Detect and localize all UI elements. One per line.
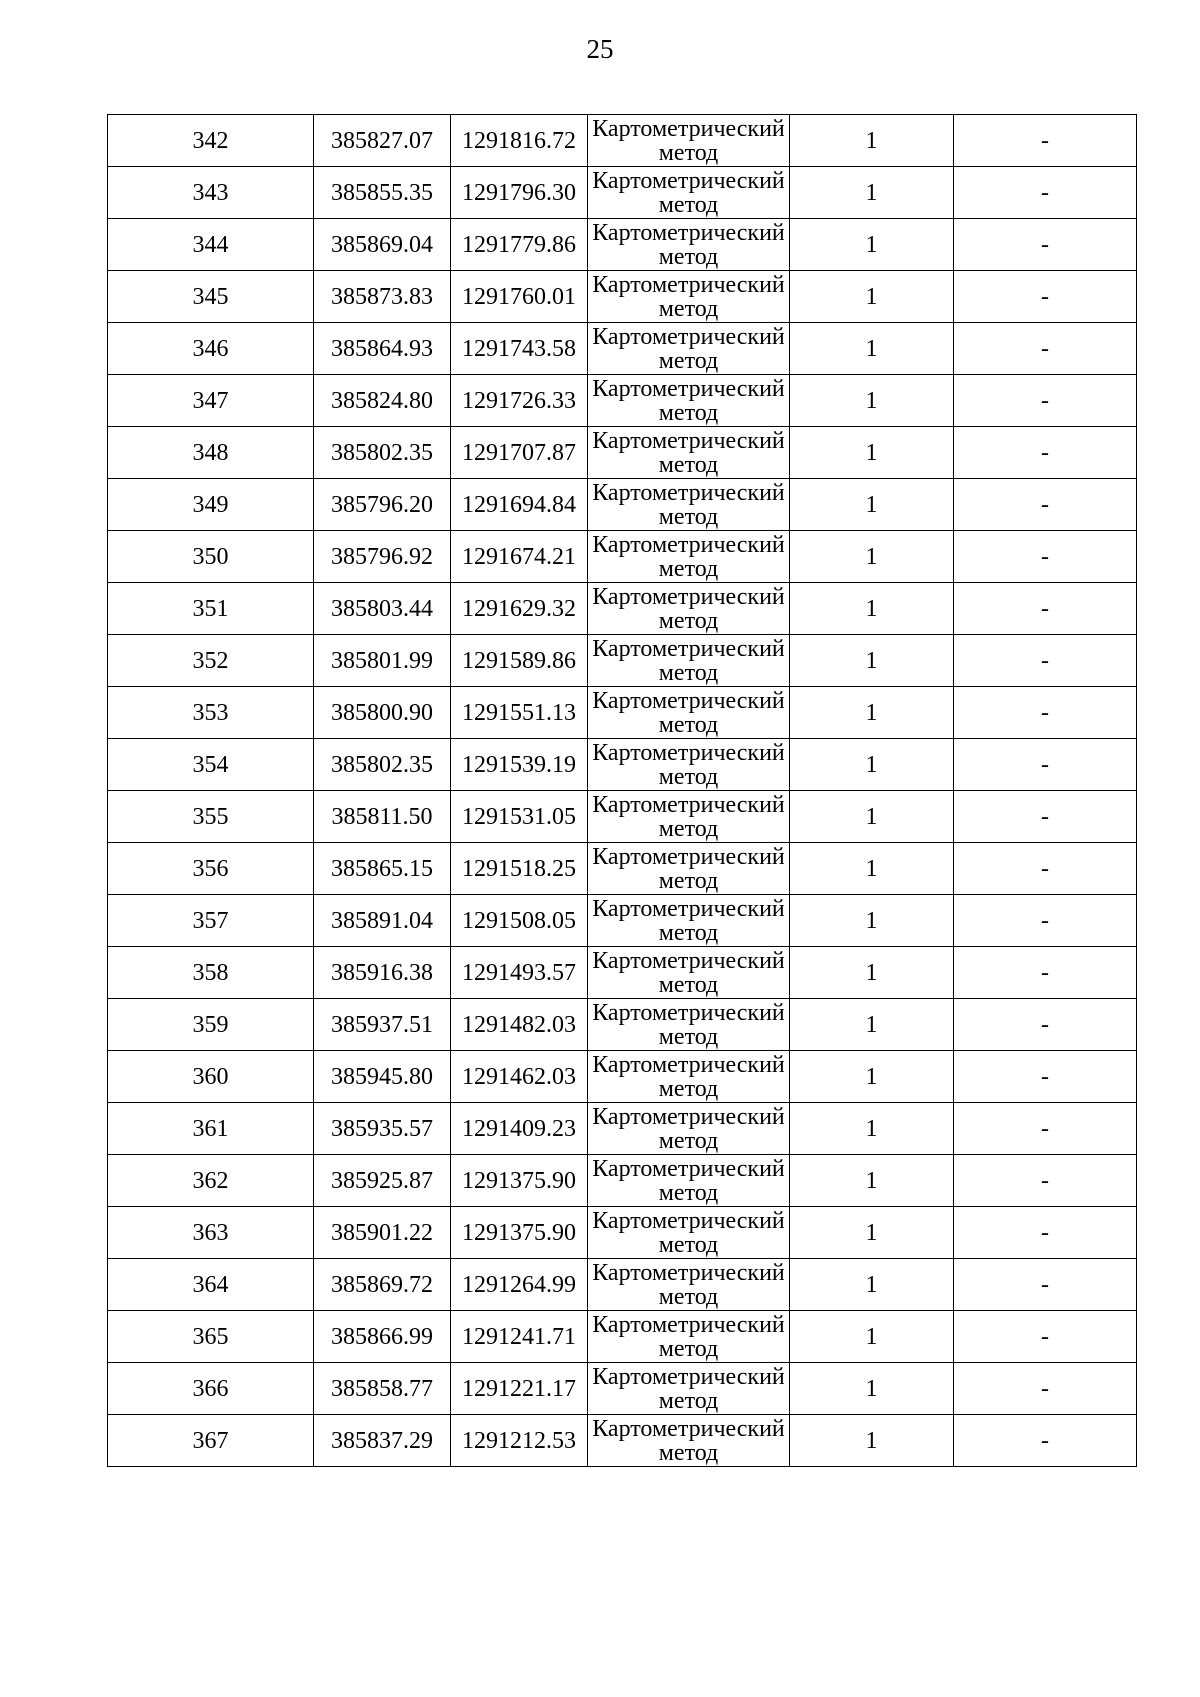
value-cell: 1 (790, 843, 954, 895)
method-line-2: метод (658, 659, 719, 686)
method-cell (588, 687, 790, 739)
x-coordinate-cell: 385824.80 (314, 375, 451, 427)
note-cell: - (954, 1207, 1137, 1259)
x-coordinate-cell: 385801.99 (314, 635, 451, 687)
method-line-1: Картометрический (592, 1207, 785, 1234)
note-cell: - (954, 1155, 1137, 1207)
value-cell: 1 (790, 479, 954, 531)
table-row (108, 531, 1137, 583)
method-line-2: метод (658, 867, 719, 894)
method-line-1: Картометрический (592, 427, 785, 454)
point-number-cell: 356 (108, 843, 314, 895)
note-cell: - (954, 739, 1137, 791)
method-line-1: Картометрический (592, 271, 785, 298)
method-line-2: метод (658, 1335, 719, 1362)
method-cell (588, 219, 790, 271)
table-row (108, 1415, 1137, 1467)
method-cell (588, 1155, 790, 1207)
table-row (108, 999, 1137, 1051)
y-coordinate-cell: 1291241.71 (451, 1311, 588, 1363)
value-cell: 1 (790, 1103, 954, 1155)
point-number-cell: 364 (108, 1259, 314, 1311)
point-number-cell: 354 (108, 739, 314, 791)
y-coordinate-cell: 1291518.25 (451, 843, 588, 895)
method-line-2: метод (658, 503, 719, 530)
table-row (108, 219, 1137, 271)
method-cell (588, 739, 790, 791)
y-coordinate-cell: 1291743.58 (451, 323, 588, 375)
method-cell (588, 583, 790, 635)
method-line-2: метод (658, 1075, 719, 1102)
method-line-1: Картометрический (592, 895, 785, 922)
method-line-2: метод (658, 1387, 719, 1414)
method-line-2: метод (658, 1127, 719, 1154)
value-cell: 1 (790, 1259, 954, 1311)
value-cell: 1 (790, 895, 954, 947)
method-cell (588, 999, 790, 1051)
x-coordinate-cell: 385937.51 (314, 999, 451, 1051)
method-line-1: Картометрический (592, 479, 785, 506)
y-coordinate-cell: 1291212.53 (451, 1415, 588, 1467)
method-cell (588, 947, 790, 999)
method-line-1: Картометрический (592, 687, 785, 714)
x-coordinate-cell: 385865.15 (314, 843, 451, 895)
point-number-cell: 365 (108, 1311, 314, 1363)
y-coordinate-cell: 1291409.23 (451, 1103, 588, 1155)
note-cell: - (954, 115, 1137, 167)
x-coordinate-cell: 385803.44 (314, 583, 451, 635)
method-line-1: Картометрический (592, 167, 785, 194)
x-coordinate-cell: 385901.22 (314, 1207, 451, 1259)
method-line-1: Картометрический (592, 1311, 785, 1338)
note-cell: - (954, 479, 1137, 531)
table-row (108, 739, 1137, 791)
y-coordinate-cell: 1291531.05 (451, 791, 588, 843)
point-number-cell: 347 (108, 375, 314, 427)
method-line-2: метод (658, 451, 719, 478)
method-line-2: метод (658, 1283, 719, 1310)
point-number-cell: 353 (108, 687, 314, 739)
value-cell: 1 (790, 687, 954, 739)
note-cell: - (954, 531, 1137, 583)
x-coordinate-cell: 385864.93 (314, 323, 451, 375)
method-cell (588, 1363, 790, 1415)
y-coordinate-cell: 1291539.19 (451, 739, 588, 791)
note-cell: - (954, 375, 1137, 427)
table-row (108, 115, 1137, 167)
y-coordinate-cell: 1291551.13 (451, 687, 588, 739)
table-row (108, 947, 1137, 999)
note-cell: - (954, 947, 1137, 999)
x-coordinate-cell: 385869.04 (314, 219, 451, 271)
method-cell (588, 115, 790, 167)
method-cell (588, 1103, 790, 1155)
value-cell: 1 (790, 999, 954, 1051)
method-line-2: метод (658, 711, 719, 738)
value-cell: 1 (790, 739, 954, 791)
table-row (108, 1103, 1137, 1155)
value-cell: 1 (790, 1051, 954, 1103)
method-line-2: метод (658, 1179, 719, 1206)
point-number-cell: 343 (108, 167, 314, 219)
y-coordinate-cell: 1291462.03 (451, 1051, 588, 1103)
y-coordinate-cell: 1291482.03 (451, 999, 588, 1051)
point-number-cell: 361 (108, 1103, 314, 1155)
value-cell: 1 (790, 583, 954, 635)
point-number-cell: 360 (108, 1051, 314, 1103)
method-cell (588, 1311, 790, 1363)
method-cell (588, 1415, 790, 1467)
y-coordinate-cell: 1291796.30 (451, 167, 588, 219)
method-line-1: Картометрический (592, 531, 785, 558)
note-cell: - (954, 1311, 1137, 1363)
method-cell (588, 427, 790, 479)
x-coordinate-cell: 385837.29 (314, 1415, 451, 1467)
method-cell (588, 895, 790, 947)
method-line-1: Картометрический (592, 843, 785, 870)
x-coordinate-cell: 385869.72 (314, 1259, 451, 1311)
method-line-2: метод (658, 919, 719, 946)
coordinates-table (107, 114, 1137, 1467)
note-cell: - (954, 427, 1137, 479)
point-number-cell: 357 (108, 895, 314, 947)
table-row (108, 583, 1137, 635)
method-line-2: метод (658, 1231, 719, 1258)
note-cell: - (954, 999, 1137, 1051)
method-cell (588, 531, 790, 583)
point-number-cell: 363 (108, 1207, 314, 1259)
value-cell: 1 (790, 1311, 954, 1363)
x-coordinate-cell: 385866.99 (314, 1311, 451, 1363)
note-cell: - (954, 635, 1137, 687)
value-cell: 1 (790, 167, 954, 219)
value-cell: 1 (790, 323, 954, 375)
y-coordinate-cell: 1291694.84 (451, 479, 588, 531)
x-coordinate-cell: 385796.20 (314, 479, 451, 531)
table-row (108, 1207, 1137, 1259)
method-line-2: метод (658, 347, 719, 374)
note-cell: - (954, 895, 1137, 947)
value-cell: 1 (790, 1207, 954, 1259)
method-cell (588, 635, 790, 687)
method-line-1: Картометрический (592, 1155, 785, 1182)
method-line-1: Картометрический (592, 115, 785, 142)
method-line-1: Картометрический (592, 791, 785, 818)
table-row (108, 843, 1137, 895)
y-coordinate-cell: 1291674.21 (451, 531, 588, 583)
x-coordinate-cell: 385935.57 (314, 1103, 451, 1155)
method-line-2: метод (658, 191, 719, 218)
note-cell: - (954, 323, 1137, 375)
value-cell: 1 (790, 219, 954, 271)
method-line-2: метод (658, 295, 719, 322)
x-coordinate-cell: 385855.35 (314, 167, 451, 219)
note-cell: - (954, 271, 1137, 323)
note-cell: - (954, 583, 1137, 635)
table-row (108, 1363, 1137, 1415)
note-cell: - (954, 1051, 1137, 1103)
x-coordinate-cell: 385891.04 (314, 895, 451, 947)
point-number-cell: 349 (108, 479, 314, 531)
x-coordinate-cell: 385811.50 (314, 791, 451, 843)
table-row (108, 271, 1137, 323)
point-number-cell: 358 (108, 947, 314, 999)
table-row (108, 791, 1137, 843)
value-cell: 1 (790, 791, 954, 843)
method-line-1: Картометрический (592, 219, 785, 246)
y-coordinate-cell: 1291726.33 (451, 375, 588, 427)
table-row (108, 167, 1137, 219)
x-coordinate-cell: 385916.38 (314, 947, 451, 999)
note-cell: - (954, 167, 1137, 219)
value-cell: 1 (790, 115, 954, 167)
value-cell: 1 (790, 1155, 954, 1207)
point-number-cell: 348 (108, 427, 314, 479)
point-number-cell: 345 (108, 271, 314, 323)
table-row (108, 427, 1137, 479)
y-coordinate-cell: 1291760.01 (451, 271, 588, 323)
y-coordinate-cell: 1291375.90 (451, 1155, 588, 1207)
y-coordinate-cell: 1291589.86 (451, 635, 588, 687)
point-number-cell: 342 (108, 115, 314, 167)
note-cell: - (954, 1415, 1137, 1467)
value-cell: 1 (790, 427, 954, 479)
method-line-2: метод (658, 1439, 719, 1466)
y-coordinate-cell: 1291779.86 (451, 219, 588, 271)
point-number-cell: 367 (108, 1415, 314, 1467)
method-line-2: метод (658, 555, 719, 582)
y-coordinate-cell: 1291816.72 (451, 115, 588, 167)
point-number-cell: 362 (108, 1155, 314, 1207)
table-row (108, 323, 1137, 375)
method-line-1: Картометрический (592, 1259, 785, 1286)
point-number-cell: 346 (108, 323, 314, 375)
point-number-cell: 355 (108, 791, 314, 843)
method-cell (588, 271, 790, 323)
point-number-cell: 344 (108, 219, 314, 271)
x-coordinate-cell: 385802.35 (314, 739, 451, 791)
method-line-1: Картометрический (592, 1051, 785, 1078)
x-coordinate-cell: 385800.90 (314, 687, 451, 739)
table-row (108, 1155, 1137, 1207)
method-cell (588, 791, 790, 843)
y-coordinate-cell: 1291508.05 (451, 895, 588, 947)
x-coordinate-cell: 385802.35 (314, 427, 451, 479)
table-row (108, 1259, 1137, 1311)
point-number-cell: 366 (108, 1363, 314, 1415)
note-cell: - (954, 1363, 1137, 1415)
x-coordinate-cell: 385796.92 (314, 531, 451, 583)
coordinates-table-body (108, 115, 1137, 1467)
method-line-1: Картометрический (592, 583, 785, 610)
table-row (108, 1051, 1137, 1103)
method-line-1: Картометрический (592, 999, 785, 1026)
y-coordinate-cell: 1291629.32 (451, 583, 588, 635)
method-line-2: метод (658, 399, 719, 426)
method-line-1: Картометрический (592, 323, 785, 350)
method-line-2: метод (658, 243, 719, 270)
y-coordinate-cell: 1291707.87 (451, 427, 588, 479)
method-line-2: метод (658, 607, 719, 634)
point-number-cell: 359 (108, 999, 314, 1051)
method-cell (588, 167, 790, 219)
point-number-cell: 352 (108, 635, 314, 687)
value-cell: 1 (790, 375, 954, 427)
x-coordinate-cell: 385873.83 (314, 271, 451, 323)
method-line-1: Картометрический (592, 1415, 785, 1442)
method-cell (588, 1207, 790, 1259)
table-row (108, 687, 1137, 739)
note-cell: - (954, 843, 1137, 895)
note-cell: - (954, 1103, 1137, 1155)
y-coordinate-cell: 1291221.17 (451, 1363, 588, 1415)
table-row (108, 895, 1137, 947)
method-line-1: Картометрический (592, 635, 785, 662)
point-number-cell: 351 (108, 583, 314, 635)
x-coordinate-cell: 385858.77 (314, 1363, 451, 1415)
method-cell (588, 323, 790, 375)
note-cell: - (954, 791, 1137, 843)
page-number: 25 (586, 34, 614, 64)
method-line-1: Картометрический (592, 1363, 785, 1390)
method-cell (588, 843, 790, 895)
note-cell: - (954, 219, 1137, 271)
value-cell: 1 (790, 635, 954, 687)
note-cell: - (954, 687, 1137, 739)
method-line-2: метод (658, 1023, 719, 1050)
method-line-2: метод (658, 139, 719, 166)
table-row (108, 375, 1137, 427)
method-line-1: Картометрический (592, 947, 785, 974)
value-cell: 1 (790, 947, 954, 999)
x-coordinate-cell: 385945.80 (314, 1051, 451, 1103)
value-cell: 1 (790, 1415, 954, 1467)
method-line-1: Картометрический (592, 739, 785, 766)
value-cell: 1 (790, 271, 954, 323)
x-coordinate-cell: 385827.07 (314, 115, 451, 167)
table-row (108, 1311, 1137, 1363)
y-coordinate-cell: 1291493.57 (451, 947, 588, 999)
value-cell: 1 (790, 531, 954, 583)
method-cell (588, 1259, 790, 1311)
method-line-2: метод (658, 971, 719, 998)
table-row (108, 635, 1137, 687)
method-line-1: Картометрический (592, 1103, 785, 1130)
value-cell: 1 (790, 1363, 954, 1415)
y-coordinate-cell: 1291375.90 (451, 1207, 588, 1259)
method-line-1: Картометрический (592, 375, 785, 402)
table-row (108, 479, 1137, 531)
method-line-2: метод (658, 815, 719, 842)
point-number-cell: 350 (108, 531, 314, 583)
y-coordinate-cell: 1291264.99 (451, 1259, 588, 1311)
note-cell: - (954, 1259, 1137, 1311)
method-cell (588, 1051, 790, 1103)
x-coordinate-cell: 385925.87 (314, 1155, 451, 1207)
method-line-2: метод (658, 763, 719, 790)
method-cell (588, 479, 790, 531)
method-cell (588, 375, 790, 427)
